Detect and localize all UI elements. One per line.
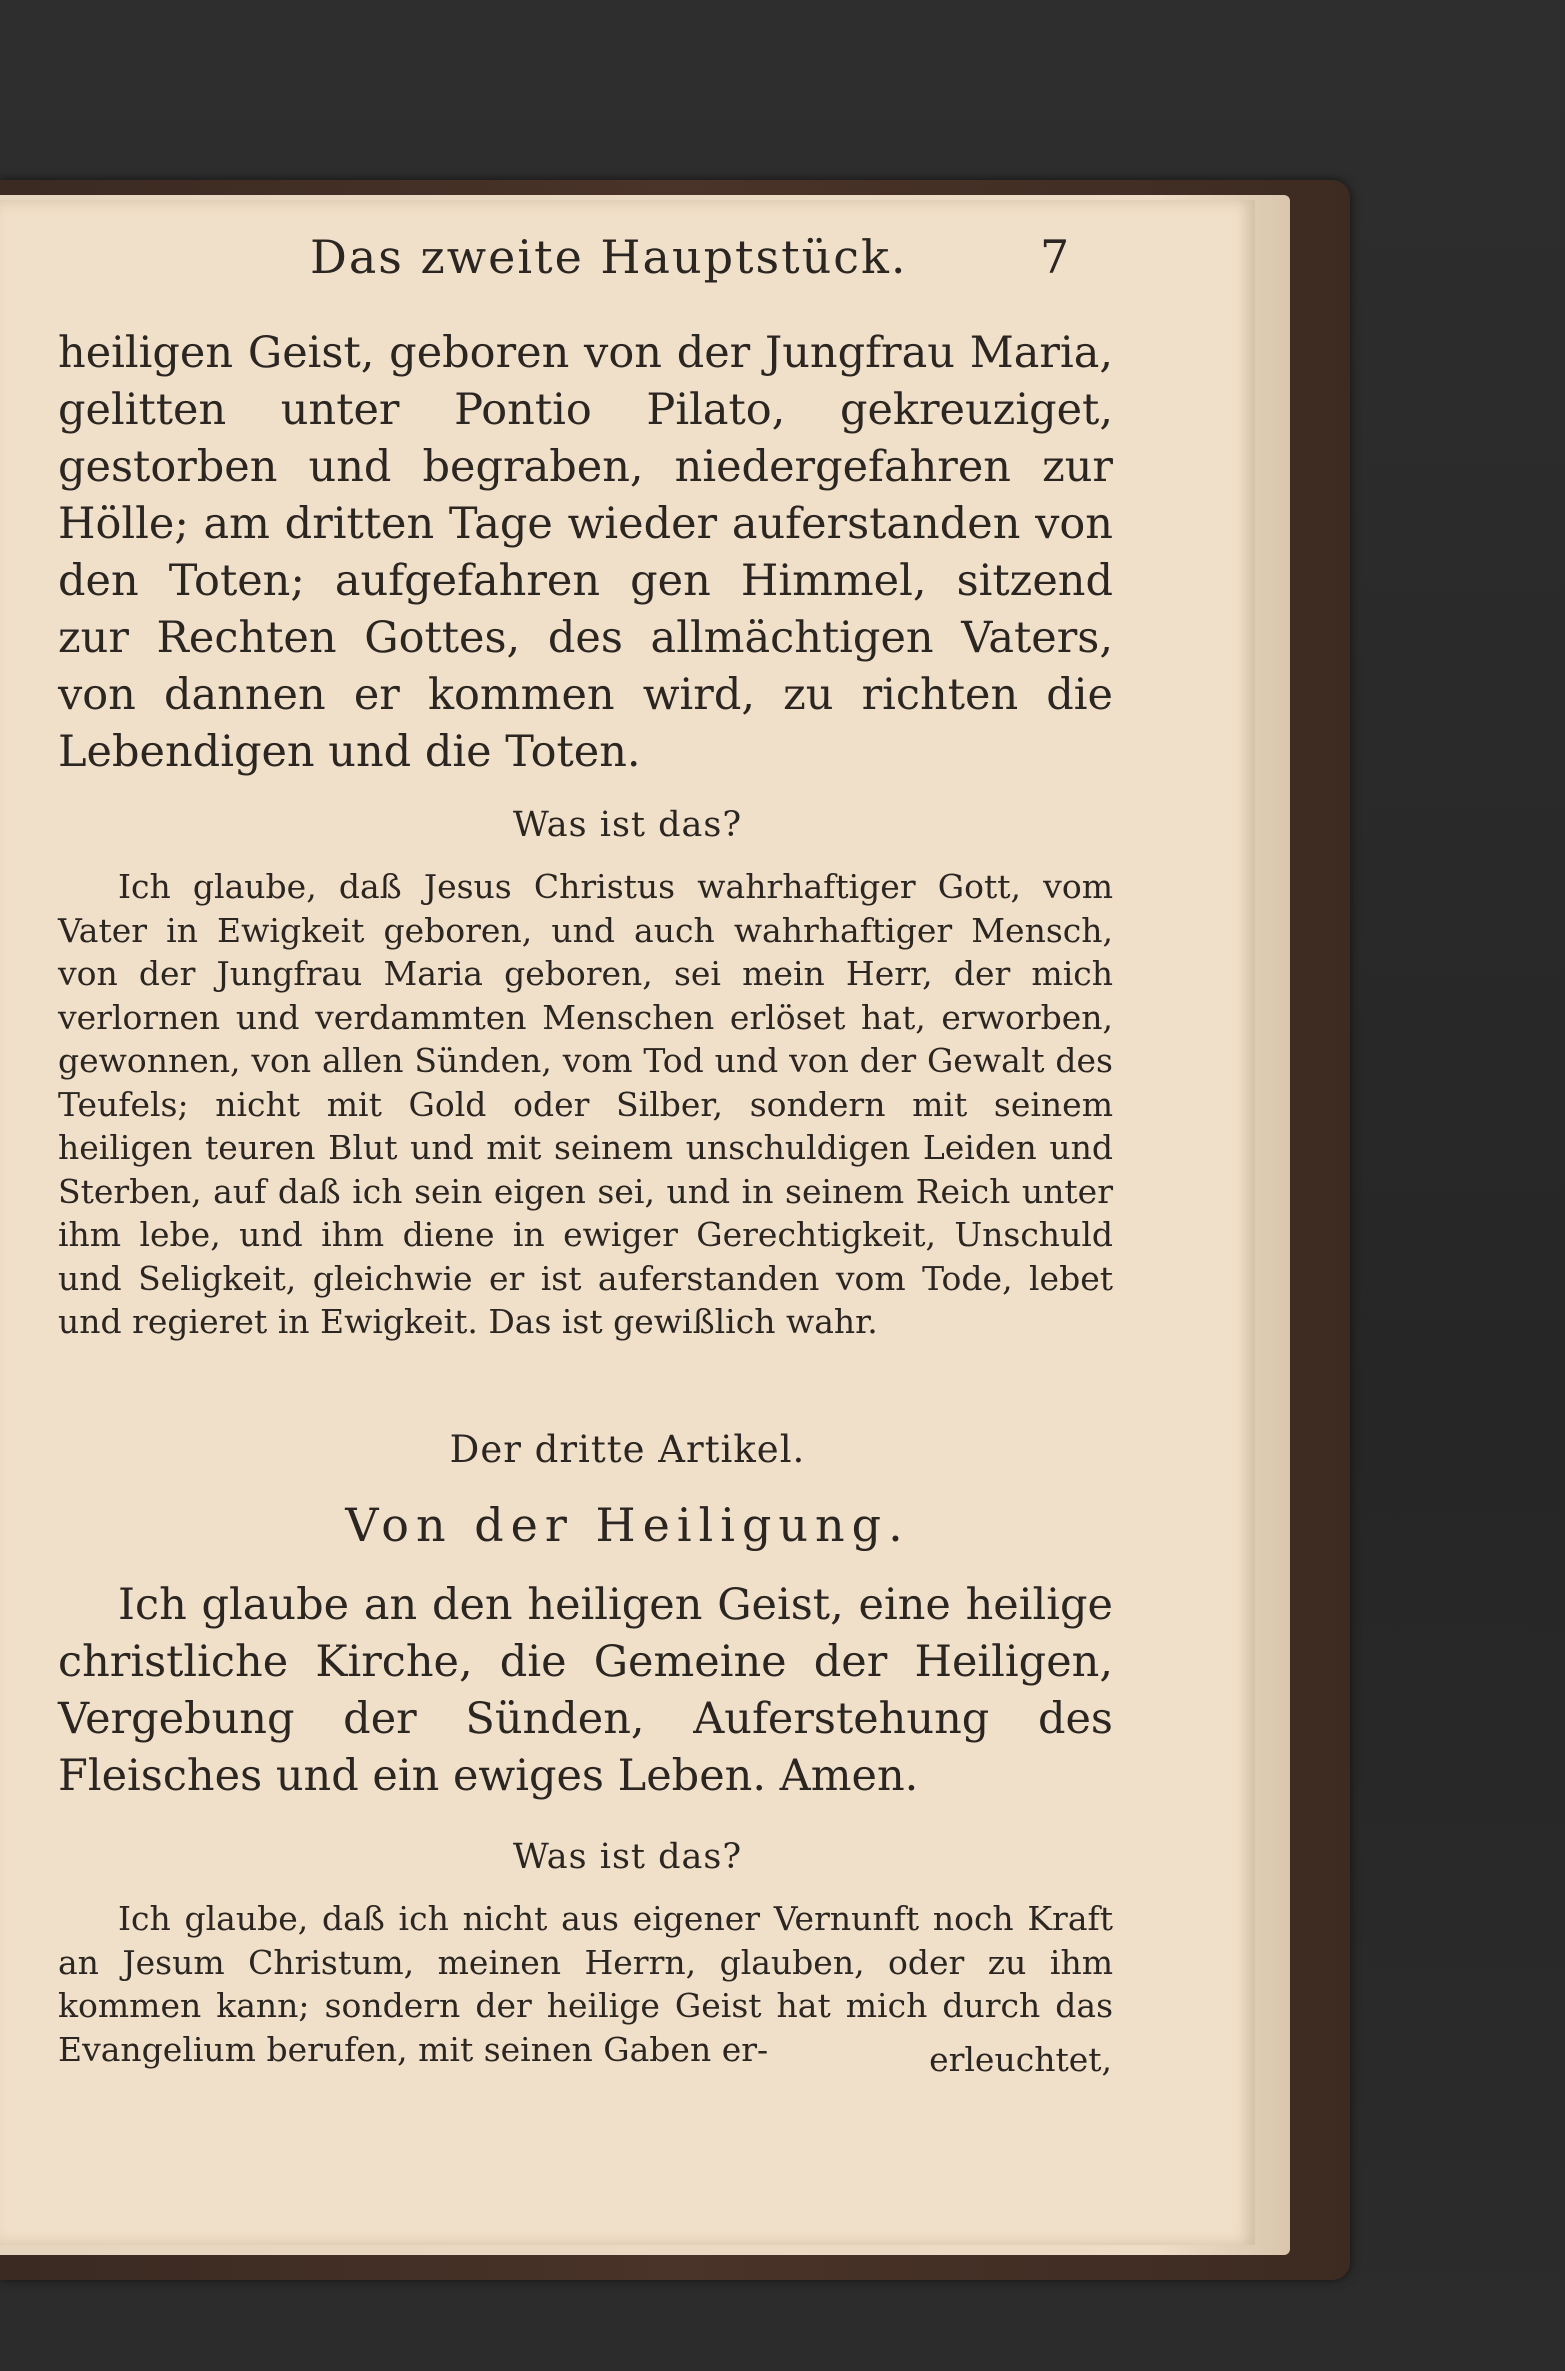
creed-continuation-paragraph: heiligen Geist, geboren von der Jungfrau Maria, gelitten unter Pontio Pilato, gekreuziget, gestorben und begraben, niedergefahren zur Hölle; am dritten Tage wieder auferstanden von den Toten; aufgefahren gen Himmel, sitzend zur Rechten Gottes, des allmächtigen Vaters, von dannen er kommen wird, zu richten die Lebendigen und die Toten. [58,328,1113,777]
third-article-paragraph: Ich glaube an den heiligen Geist, eine heilige christliche Kirche, die Gemeine der Heiligen, Vergebung der Sünden, Auferstehung des Fleisches und ein ewiges Leben. Amen. [58,1580,1113,1801]
book-page [0,200,1255,2245]
question-heading: Was ist das? [512,1837,743,1877]
section-title: Von der Heiligung. [345,1498,910,1552]
answer-paragraph: Ich glaube, daß Jesus Christus wahrhaftiger Gott, vom Vater in Ewigkeit geboren, und auch wahrhaftiger Mensch, von der Jungfrau Maria geboren, sei mein Herr, der mich verlornen und verdammten Menschen erlöset hat, erworben, gewonnen, von allen Sünden, vom Tod und von der Gewalt des Teufels; nicht mit Gold oder Silber, sondern mit seinem heiligen teuren Blut und mit seinem unschuldigen Leiden und Sterben, auf daß ich sein eigen sei, und in seinem Reich unter ihm lebe, und ihm diene in ewiger Gerechtigkeit, Unschuld und Seligkeit, gleichwie er ist auferstanden vom Tode, lebet und regieret in Ewigkeit. Das ist gewißlich wahr. [58,867,1113,1341]
article-heading: Der dritte Artikel. [449,1428,806,1471]
page-number: 7 [1040,230,1070,284]
question-heading: Was ist das? [512,805,743,845]
answer-paragraph: Ich glaube, daß ich nicht aus eigener Vernunft noch Kraft an Jesum Christum, meinen Herrn, glauben, oder zu ihm kommen kann; sondern der heilige Geist hat mich durch das Evangelium berufen, mit seinen Gaben er- [58,1899,1113,2069]
catchword: erleuchtet, [929,2040,1112,2079]
running-head [0,230,1255,310]
header-title: Das zweite Hauptstück. [310,230,908,284]
